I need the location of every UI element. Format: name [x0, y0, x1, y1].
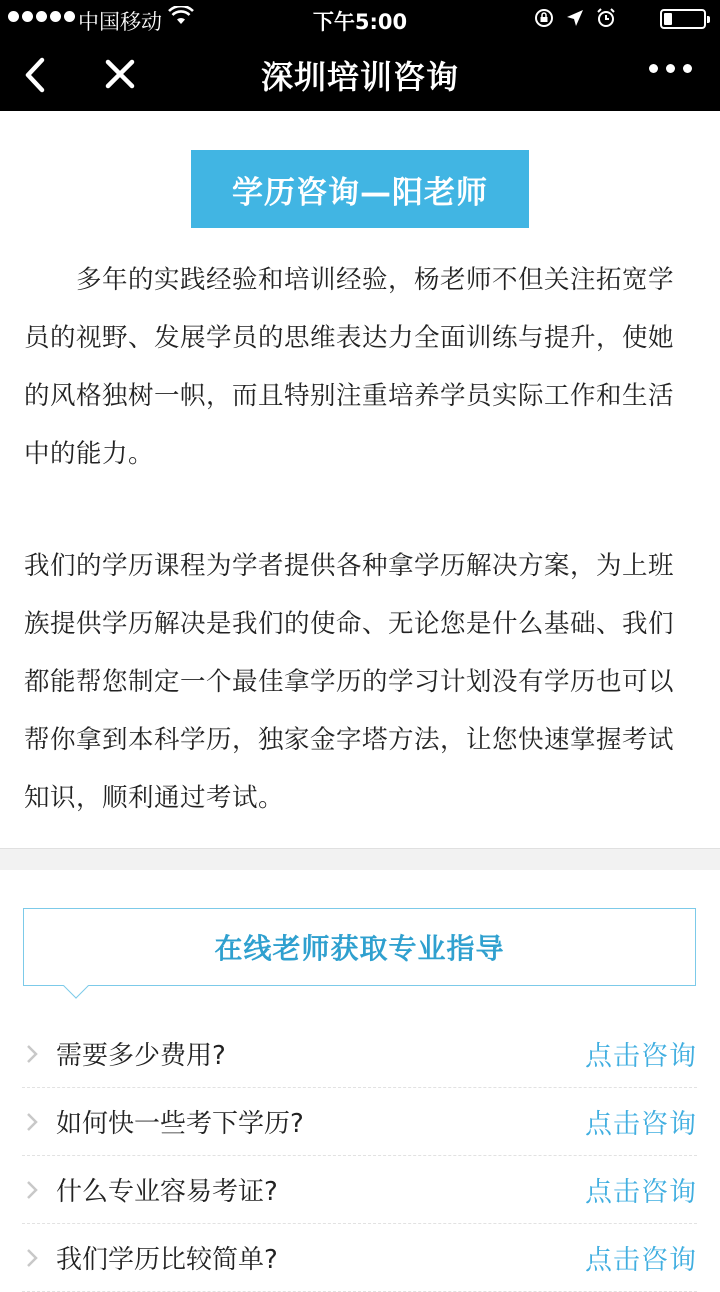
status-bar	[0, 0, 720, 36]
faq-item[interactable]	[22, 1088, 697, 1156]
faq-list	[22, 1020, 697, 1292]
faq-question: 我们学历比较简单?	[56, 1245, 278, 1275]
location-icon	[566, 9, 584, 32]
faq-question: 需要多少费用?	[56, 1041, 226, 1071]
nav-bar	[0, 36, 720, 111]
section-divider	[0, 848, 720, 870]
consult-link[interactable]: 点击咨询	[585, 1109, 697, 1140]
course-paragraph: 我们的学历课程为学者提供各种拿学历解决方案，为上班族提供学历解决是我们的使命、无论您是什么基础、我们都能帮您制定一个最佳拿学历的学习计划没有学历也可以帮你拿到本科学历，独家金字塔方法，让您快速掌握考试知识，顺利通过考试。	[24, 551, 675, 813]
consult-link[interactable]: 点击咨询	[585, 1245, 697, 1276]
faq-item[interactable]	[22, 1156, 697, 1224]
alarm-icon	[596, 8, 616, 33]
chevron-right-icon	[22, 1110, 42, 1134]
intro-paragraph: 多年的实践经验和培训经验，杨老师不但关注拓宽学员的视野、发展学员的思维表达力全面训练与提升，使她的风格独树一帜，而且特别注重培养学员实际工作和生活中的能力。	[24, 265, 675, 469]
chevron-right-icon	[22, 1178, 42, 1202]
carrier-label: 中国移动	[78, 10, 162, 34]
faq-item[interactable]	[22, 1020, 697, 1088]
guide-title: 在线老师获取专业指导	[23, 908, 696, 986]
teacher-heading: 学历咨询—阳老师	[191, 150, 529, 228]
consult-link[interactable]: 点击咨询	[585, 1041, 697, 1072]
chevron-right-icon	[22, 1246, 42, 1270]
battery-icon	[660, 9, 706, 29]
chevron-right-icon	[22, 1042, 42, 1066]
faq-question: 如何快一些考下学历?	[56, 1109, 304, 1139]
status-time: 下午5:00	[312, 10, 408, 34]
faq-question: 什么专业容易考证?	[56, 1177, 278, 1207]
page-title: 深圳培训咨询	[260, 58, 459, 96]
consult-link[interactable]: 点击咨询	[585, 1177, 697, 1208]
more-options-icon[interactable]	[649, 64, 692, 73]
rotation-lock-icon	[534, 8, 554, 33]
faq-item[interactable]	[22, 1224, 697, 1292]
